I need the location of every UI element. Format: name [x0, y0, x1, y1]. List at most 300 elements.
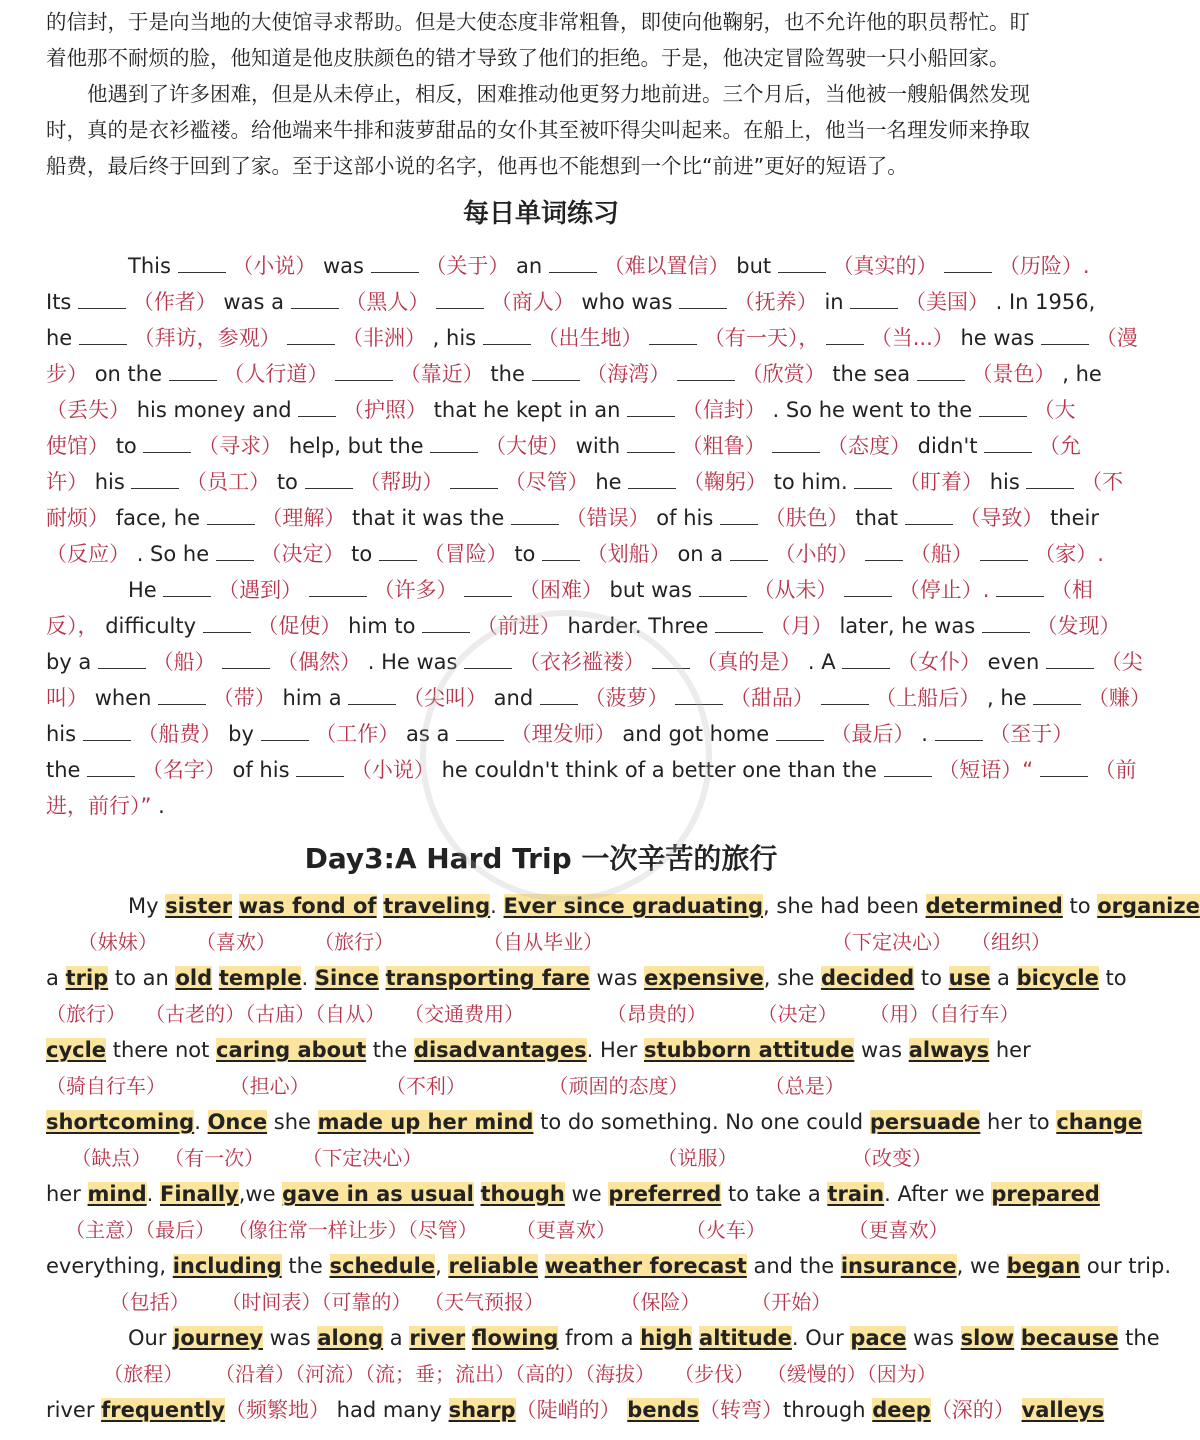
answer-hint: （发现） — [1036, 614, 1121, 638]
answer-blank[interactable] — [511, 504, 559, 525]
answer-hint: （导致） — [959, 506, 1044, 530]
answer-hint: （错误） — [565, 506, 650, 530]
passage-text: , she — [763, 966, 821, 990]
intro-line: 时，真的是衣衫褴褛。给他端来牛排和菠萝甜品的女仆其至被吓得尖叫起来。在船上，他当一名理发师来挣取 — [46, 118, 1030, 142]
vocab-word: made up her mind — [317, 1110, 534, 1134]
sentence-text: , he — [1062, 362, 1102, 386]
answer-blank[interactable] — [1026, 468, 1074, 489]
answer-blank[interactable] — [1046, 648, 1094, 669]
answer-blank[interactable] — [730, 540, 768, 561]
answer-blank[interactable] — [542, 540, 580, 561]
exercise-line — [46, 608, 1121, 644]
answer-hint: （甜品） — [729, 686, 814, 710]
answer-hint: （冒险） — [423, 542, 508, 566]
answer-hint: （有一天）， — [703, 326, 820, 350]
passage-line — [46, 1104, 1143, 1140]
exercise-line — [46, 428, 1081, 464]
answer-hint: （促使） — [257, 614, 342, 638]
answer-hint: 反）， — [46, 614, 99, 638]
vocab-word: reliable — [448, 1254, 539, 1278]
sentence-text: that — [855, 506, 905, 530]
answer-blank[interactable] — [430, 432, 478, 453]
passage-text: had many — [329, 1398, 449, 1422]
answer-hint: （女仆） — [896, 650, 981, 674]
passage-text: and the — [746, 1254, 841, 1278]
answer-blank[interactable] — [298, 396, 336, 417]
answer-blank[interactable] — [371, 252, 419, 273]
answer-blank[interactable] — [884, 756, 932, 777]
vocab-word: Since — [314, 966, 379, 990]
answer-hint: （护照） — [342, 398, 427, 422]
answer-hint: （当...） — [870, 326, 954, 350]
answer-hint: （小说） — [350, 758, 435, 782]
vocab-word: was fond of — [238, 894, 377, 918]
answer-blank[interactable] — [917, 360, 965, 381]
answer-blank[interactable] — [821, 684, 869, 705]
sentence-text: an — [516, 254, 549, 278]
vocab-word: cycle — [46, 1038, 107, 1062]
sentence-text: . In 1956, — [995, 290, 1096, 314]
answer-hint: （难以置信） — [603, 254, 730, 278]
passage-text: there not — [106, 1038, 217, 1062]
answer-blank[interactable] — [935, 720, 983, 741]
answer-hint: （作者） — [132, 290, 217, 314]
answer-blank[interactable] — [163, 576, 211, 597]
answer-hint: （家）. — [1034, 542, 1104, 566]
sentence-text: later, he was — [839, 614, 976, 638]
answer-blank[interactable] — [778, 252, 826, 273]
answer-blank[interactable] — [1041, 324, 1089, 345]
answer-hint: （历险）. — [998, 254, 1090, 278]
answer-blank[interactable] — [844, 576, 892, 597]
answer-hint: （信封） — [681, 398, 766, 422]
answer-blank[interactable] — [652, 648, 690, 669]
sentence-text: he — [46, 326, 79, 350]
passage-line — [46, 1392, 1105, 1428]
sentence-text: he — [595, 470, 629, 494]
answer-hint: 叫） — [46, 686, 88, 710]
translation-line: （妹妹） （喜欢） （旅行） （自从毕业） （下定决心） （组织） — [46, 930, 1052, 954]
passage-text: the — [1118, 1326, 1160, 1350]
answer-hint: 使馆） — [46, 434, 109, 458]
answer-hint: 耐烦） — [46, 506, 109, 530]
answer-hint: （非洲） — [341, 326, 426, 350]
sentence-text: to — [276, 470, 305, 494]
answer-hint: （大使） — [484, 434, 569, 458]
passage-text: river — [46, 1398, 102, 1422]
answer-hint: （反应） — [46, 542, 130, 566]
answer-hint: （粗鲁） — [681, 434, 766, 458]
sentence-text: This — [128, 254, 178, 278]
sentence-text: Its — [46, 290, 79, 314]
sentence-text: when — [94, 686, 159, 710]
answer-hint: （肤色） — [764, 506, 849, 530]
answer-blank[interactable] — [540, 684, 578, 705]
sentence-text: him a — [282, 686, 349, 710]
answer-hint: （停止）. — [898, 578, 990, 602]
sentence-text: their — [1050, 506, 1099, 530]
answer-hint: （许多） — [373, 578, 458, 602]
passage-text: the — [281, 1254, 330, 1278]
answer-hint: （理解） — [261, 506, 346, 530]
passage-text: through — [783, 1398, 873, 1422]
answer-hint: （尽管） — [504, 470, 589, 494]
passage-text: . Our — [791, 1326, 851, 1350]
answer-blank[interactable] — [464, 648, 512, 669]
answer-blank[interactable] — [980, 540, 1028, 561]
answer-blank[interactable] — [677, 360, 735, 381]
answer-blank[interactable] — [456, 720, 504, 741]
passage-text — [232, 894, 239, 918]
translation: （转弯） — [699, 1398, 784, 1422]
answer-blank[interactable] — [207, 504, 255, 525]
answer-hint: （遇到） — [218, 578, 303, 602]
answer-hint: （景色） — [971, 362, 1056, 386]
answer-blank[interactable] — [87, 756, 135, 777]
answer-hint: （丢失） — [46, 398, 130, 422]
answer-hint: （鞠躬） — [682, 470, 767, 494]
passage-line — [46, 888, 1200, 924]
passage-text: to — [1062, 894, 1098, 918]
sentence-text: the — [490, 362, 532, 386]
section-title: 每日单词练习 — [462, 199, 619, 229]
passage-text: her to — [980, 1110, 1057, 1134]
answer-hint: （欣赏） — [741, 362, 826, 386]
answer-hint: （月） — [769, 614, 833, 638]
passage-line — [46, 960, 1127, 996]
passage-text: everything, — [46, 1254, 173, 1278]
answer-blank[interactable] — [216, 540, 254, 561]
vocab-word: because — [1020, 1326, 1119, 1350]
vocab-word: determined — [925, 894, 1063, 918]
passage-line — [46, 1176, 1100, 1212]
passage-text — [538, 1254, 545, 1278]
answer-blank[interactable] — [287, 324, 335, 345]
intro-line: 他遇到了许多困难，但是从未停止，相反，困难推动他更努力地前进。三个月后，当他被一艘船偶然发现 — [87, 82, 1030, 106]
sentence-text: as a — [405, 722, 456, 746]
answer-blank[interactable] — [826, 324, 864, 345]
answer-hint: （海湾） — [586, 362, 671, 386]
answer-blank[interactable] — [261, 720, 309, 741]
answer-hint: （带） — [212, 686, 276, 710]
sentence-text: to — [351, 542, 379, 566]
answer-hint: （拜访，参观） — [133, 326, 281, 350]
passage-text — [1014, 1326, 1021, 1350]
passage-text — [465, 1326, 472, 1350]
answer-hint: （尖叫） — [402, 686, 487, 710]
vocab-word: slow — [960, 1326, 1015, 1350]
exercise-line — [46, 500, 1099, 536]
sentence-text: to — [115, 434, 144, 458]
vocab-word: bicycle — [1016, 966, 1099, 990]
day3-passage — [46, 888, 1200, 1428]
answer-hint: （船） — [152, 650, 216, 674]
sentence-text: the sea — [832, 362, 917, 386]
exercise-line — [46, 464, 1124, 500]
vocab-word: weather forecast — [544, 1254, 747, 1278]
sentence-text: . So he — [136, 542, 216, 566]
answer-blank[interactable] — [309, 576, 367, 597]
passage-text: we — [564, 1182, 609, 1206]
sentence-text: to him. — [773, 470, 855, 494]
exercise-line — [46, 248, 1090, 284]
passage-text: Our — [128, 1326, 174, 1350]
passage-text: to — [1098, 966, 1127, 990]
answer-hint: （小说） — [232, 254, 317, 278]
answer-hint: （决定） — [260, 542, 345, 566]
passage-text: the — [366, 1038, 414, 1062]
passage-text: , she had been — [763, 894, 926, 918]
passage-text: a — [383, 1326, 410, 1350]
answer-blank[interactable] — [675, 684, 723, 705]
answer-hint: （小的） — [774, 542, 859, 566]
vocab-word: old — [175, 966, 213, 990]
passage-text: , we — [956, 1254, 1007, 1278]
sentence-text: his — [989, 470, 1027, 494]
sentence-text: , his — [432, 326, 483, 350]
passage-text: to take a — [721, 1182, 828, 1206]
answer-blank[interactable] — [628, 468, 676, 489]
vocab-word: change — [1056, 1110, 1143, 1134]
answer-hint: （菠萝） — [584, 686, 669, 710]
answer-hint: （名字） — [141, 758, 226, 782]
exercise-line — [46, 716, 1074, 752]
answer-blank[interactable] — [291, 288, 339, 309]
answer-blank[interactable] — [532, 360, 580, 381]
sentence-text: and got home — [622, 722, 776, 746]
passage-text — [212, 966, 219, 990]
answer-blank[interactable] — [649, 324, 697, 345]
translation: （频繁地） — [224, 1398, 330, 1422]
vocab-word: temple — [218, 966, 302, 990]
answer-blank[interactable] — [131, 468, 179, 489]
vocab-word: pace — [850, 1326, 907, 1350]
answer-blank[interactable] — [984, 432, 1032, 453]
passage-text: . — [301, 966, 315, 990]
answer-hint: （真的是） — [696, 650, 802, 674]
answer-blank[interactable] — [296, 756, 344, 777]
sentence-text: didn't — [917, 434, 985, 458]
passage-text: . — [194, 1110, 208, 1134]
passage-text: from a — [558, 1326, 641, 1350]
answer-hint: （美国） — [904, 290, 989, 314]
vocab-word: use — [948, 966, 991, 990]
vocab-word: bends — [627, 1398, 700, 1422]
answer-hint: （不 — [1081, 470, 1124, 494]
answer-blank[interactable] — [222, 648, 270, 669]
vocab-word: high — [640, 1326, 693, 1350]
answer-hint: （真实的） — [832, 254, 938, 278]
answer-blank[interactable] — [720, 504, 758, 525]
answer-hint: （前 — [1094, 758, 1137, 782]
answer-hint: （划船） — [586, 542, 671, 566]
vocab-word: stubborn attitude — [644, 1038, 855, 1062]
sentence-text: , he — [986, 686, 1034, 710]
sentence-text: and — [493, 686, 540, 710]
answer-hint: （从未） — [753, 578, 838, 602]
answer-hint: （靠近） — [399, 362, 484, 386]
answer-blank[interactable] — [905, 504, 953, 525]
intro-line: 船费，最后终于回到了家。至于这部小说的名字，他再也不能想到一个比“前进”更好的短语了。 — [46, 154, 908, 178]
answer-blank[interactable] — [549, 252, 597, 273]
vocab-word: persuade — [869, 1110, 981, 1134]
answer-hint: （允 — [1038, 434, 1081, 458]
answer-blank[interactable] — [98, 648, 146, 669]
translation: （陡峭的） — [515, 1398, 621, 1422]
answer-hint: （漫 — [1095, 326, 1138, 350]
answer-blank[interactable] — [143, 432, 191, 453]
answer-blank[interactable] — [348, 684, 396, 705]
passage-line — [46, 1320, 1160, 1356]
answer-blank[interactable] — [1040, 756, 1088, 777]
answer-blank[interactable] — [1033, 684, 1081, 705]
translation-line: （缺点） （有一次） （下定决心） （说服） （改变） — [46, 1146, 932, 1170]
sentence-text: even — [987, 650, 1046, 674]
passage-text: . Her — [586, 1038, 645, 1062]
answer-blank[interactable] — [79, 324, 127, 345]
vocab-word: sharp — [448, 1398, 516, 1422]
sentence-text: was — [322, 254, 371, 278]
sentence-text: the — [46, 758, 88, 782]
sentence-text: but — [736, 254, 778, 278]
translation-line: （骑自行车） （担心） （不利） （顽固的态度） （总是） — [46, 1074, 845, 1098]
passage-text: a — [46, 966, 66, 990]
answer-blank[interactable] — [203, 612, 251, 633]
answer-hint: （船费） — [137, 722, 222, 746]
intro-line: 着他那不耐烦的脸，他知道是他皮肤颜色的错才导致了他们的拒绝。于是，他决定冒险驾驶一只小船回家。 — [46, 46, 1010, 70]
sentence-text: difficulty — [105, 614, 203, 638]
answer-hint: （帮助） — [359, 470, 444, 494]
passage-text: was — [262, 1326, 318, 1350]
passage-text: , — [435, 1254, 449, 1278]
answer-hint: （理发师） — [510, 722, 616, 746]
answer-blank[interactable] — [422, 612, 470, 633]
answer-blank[interactable] — [379, 540, 417, 561]
passage-text: ,we — [238, 1182, 283, 1206]
translation-line: （旅行） （古老的）（古庙）（自从） （交通费用） （昂贵的） （决定） （用）（自行车） — [46, 1002, 1020, 1026]
exercise-line — [46, 644, 1143, 680]
answer-blank[interactable] — [483, 324, 531, 345]
answer-hint: （最后） — [830, 722, 915, 746]
answer-hint: （相 — [1050, 578, 1093, 602]
answer-blank[interactable] — [627, 432, 675, 453]
vocab-word: caring about — [216, 1038, 367, 1062]
sentence-text: . He was — [367, 650, 465, 674]
exercise-line — [46, 356, 1102, 392]
answer-blank[interactable] — [982, 612, 1030, 633]
vocab-word: train — [827, 1182, 885, 1206]
sentence-text: to — [514, 542, 543, 566]
vocab-word: mind — [87, 1182, 147, 1206]
vocab-word: trip — [65, 966, 109, 990]
vocab-word: river — [409, 1326, 466, 1350]
answer-blank[interactable] — [450, 468, 498, 489]
sentence-text: his — [94, 470, 132, 494]
exercise-line — [46, 284, 1096, 320]
answer-blank[interactable] — [169, 360, 217, 381]
answer-blank[interactable] — [83, 720, 131, 741]
answer-hint: （赚） — [1087, 686, 1151, 710]
answer-hint: 许） — [46, 470, 88, 494]
sentence-text: on the — [94, 362, 169, 386]
vocab-word: flowing — [471, 1326, 559, 1350]
sentence-text: of his — [656, 506, 720, 530]
answer-blank[interactable] — [715, 612, 763, 633]
day-title: Day3:A Hard Trip 一次辛苦的旅行 — [304, 842, 778, 875]
vocab-word: transporting fare — [385, 966, 590, 990]
answer-hint: （短语）“ — [938, 758, 1034, 782]
word-exercise — [46, 248, 1151, 824]
answer-blank[interactable] — [78, 288, 126, 309]
answer-blank[interactable] — [158, 684, 206, 705]
passage-text: was — [906, 1326, 961, 1350]
sentence-text: on a — [677, 542, 730, 566]
passage-text: her — [989, 1038, 1031, 1062]
sentence-text: . A — [807, 650, 843, 674]
vocab-word: valleys — [1021, 1398, 1105, 1422]
answer-blank[interactable] — [305, 468, 353, 489]
answer-blank[interactable] — [699, 576, 747, 597]
vocab-word: along — [317, 1326, 384, 1350]
answer-hint: （出生地） — [537, 326, 643, 350]
vocab-word: though — [480, 1182, 565, 1206]
sentence-text: that he kept in an — [433, 398, 628, 422]
translation: （深的） — [930, 1398, 1015, 1422]
answer-blank[interactable] — [776, 720, 824, 741]
sentence-text: he couldn't think of a better one than the — [441, 758, 884, 782]
answer-blank[interactable] — [335, 360, 393, 381]
answer-blank[interactable] — [842, 648, 890, 669]
passage-text: was — [589, 966, 645, 990]
answer-blank[interactable] — [464, 576, 512, 597]
answer-hint: （员工） — [186, 470, 271, 494]
vocab-word: disadvantages — [413, 1038, 587, 1062]
vocab-word: gave in as usual — [282, 1182, 474, 1206]
answer-blank[interactable] — [850, 288, 898, 309]
intro-paragraph — [46, 4, 1036, 184]
answer-blank[interactable] — [944, 252, 992, 273]
answer-blank[interactable] — [436, 288, 484, 309]
sentence-text: his — [46, 722, 83, 746]
answer-hint: （衣衫褴褛） — [518, 650, 645, 674]
answer-hint: （人行道） — [223, 362, 329, 386]
answer-hint: （抚养） — [733, 290, 818, 314]
sentence-text: but was — [609, 578, 699, 602]
answer-blank[interactable] — [865, 540, 903, 561]
answer-blank[interactable] — [979, 396, 1027, 417]
vocab-word: began — [1006, 1254, 1081, 1278]
exercise-line — [46, 752, 1137, 788]
vocab-word: schedule — [329, 1254, 436, 1278]
answer-blank[interactable] — [627, 396, 675, 417]
answer-blank[interactable] — [178, 252, 226, 273]
passage-text: a — [990, 966, 1017, 990]
sentence-text: harder. Three — [567, 614, 716, 638]
passage-text — [379, 966, 386, 990]
answer-blank[interactable] — [772, 432, 820, 453]
answer-hint: （寻求） — [198, 434, 283, 458]
answer-hint: （大 — [1033, 398, 1076, 422]
sentence-text: who was — [581, 290, 680, 314]
sentence-text: of his — [232, 758, 297, 782]
sentence-text: He — [128, 578, 164, 602]
exercise-line — [46, 572, 1093, 608]
answer-blank[interactable] — [854, 468, 892, 489]
answer-blank[interactable] — [996, 576, 1044, 597]
vocab-word: always — [908, 1038, 990, 1062]
sentence-text: . — [921, 722, 935, 746]
answer-blank[interactable] — [679, 288, 727, 309]
